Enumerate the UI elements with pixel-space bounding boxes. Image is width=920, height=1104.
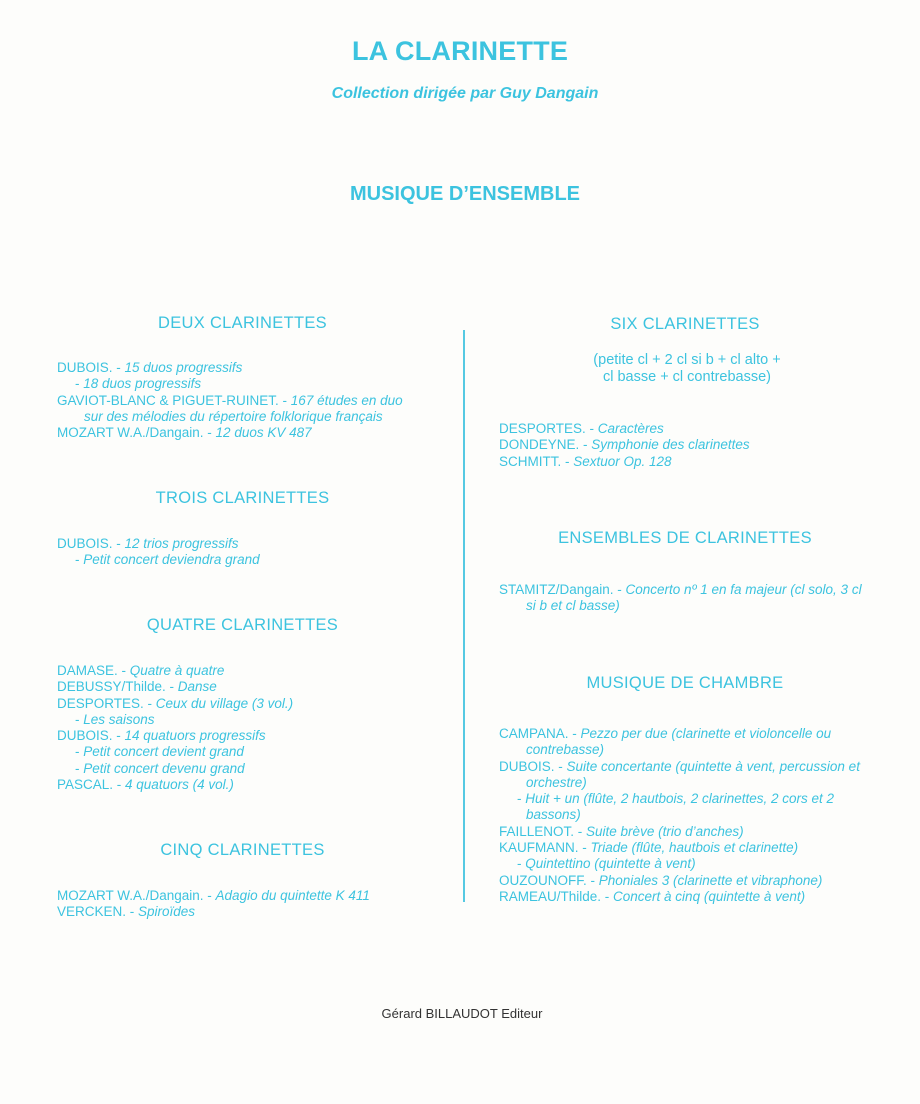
entry-work: 4 quatuors (4 vol.) xyxy=(125,777,234,793)
entry-author: KAUFMANN. - xyxy=(499,840,591,856)
list-item xyxy=(57,393,452,409)
list-item xyxy=(499,856,873,872)
entry-work: Symphonie des clarinettes xyxy=(591,437,750,453)
list-item xyxy=(57,744,452,760)
entry-author: - xyxy=(75,552,84,568)
entry-work: Quatre à quatre xyxy=(129,663,225,678)
entry-author: GAVIOT-BLANC & PIGUET-RUINET. - xyxy=(57,392,291,408)
list-item xyxy=(499,454,873,470)
entry-author: DUBOIS. - xyxy=(57,536,125,551)
list-item xyxy=(499,889,873,905)
entry-work: Phoniales 3 (clarinette et vibraphone) xyxy=(598,872,823,888)
entry-work: Sextuor Op. 128 xyxy=(573,453,672,469)
section-title-six-clarinettes: SIX CLARINETTES xyxy=(610,315,760,333)
section-title-deux-clarinettes: DEUX CLARINETTES xyxy=(158,314,327,332)
list-item xyxy=(499,421,873,437)
list-item xyxy=(57,425,452,441)
entry-work: 167 études en duo xyxy=(290,392,403,408)
entry-work: 12 trios progressifs xyxy=(124,536,239,551)
entry-author: DONDEYNE. - xyxy=(499,437,592,453)
entries-ensembles xyxy=(499,582,873,615)
entry-author: OUZOUNOFF. - xyxy=(499,872,599,888)
list-item xyxy=(57,777,452,793)
collection-subtitle: Collection dirigée par Guy Dangain xyxy=(331,85,599,102)
section-title-cinq-clarinettes: CINQ CLARINETTES xyxy=(160,841,325,859)
list-item xyxy=(57,888,452,904)
entry-work: 14 quatuors progressifs xyxy=(124,728,266,744)
entry-author: DAMASE. - xyxy=(57,663,130,678)
entry-work: sur des mélodies du répertoire folklorique français xyxy=(84,408,383,424)
entry-work: Concerto nº 1 en fa majeur (cl solo, 3 cl si b et cl basse) xyxy=(526,582,862,614)
entry-work: Caractères xyxy=(597,421,664,436)
list-item xyxy=(57,360,452,376)
entry-author: FAILLENOT. - xyxy=(499,823,587,839)
entry-author: DUBOIS. - xyxy=(499,758,567,774)
entry-author: - xyxy=(517,856,526,872)
entry-author: - xyxy=(75,376,84,392)
entry-author: MOZART W.A./Dangain. - xyxy=(57,888,216,903)
list-item xyxy=(499,791,873,824)
entry-work: Huit + un (flûte, 2 hautbois, 2 clarinettes, 2 cors et 2 bassons) xyxy=(525,791,835,823)
entry-work: 18 duos progressifs xyxy=(83,376,202,392)
page-title: LA CLARINETTE xyxy=(351,36,569,66)
list-item xyxy=(499,759,873,792)
list-item xyxy=(57,712,452,728)
section-title-trois-clarinettes: TROIS CLARINETTES xyxy=(155,489,330,507)
list-item xyxy=(499,840,873,856)
entry-author: DUBOIS. - xyxy=(57,728,125,744)
entry-author: - xyxy=(75,711,84,727)
entries-trois-clarinettes xyxy=(57,536,452,569)
entry-work: Petit concert devenu grand xyxy=(83,760,245,776)
list-item xyxy=(57,552,452,568)
entry-author: DEBUSSY/Thilde. - xyxy=(57,679,178,695)
entry-work: Spiroïdes xyxy=(138,904,196,920)
list-item xyxy=(499,582,873,615)
list-item xyxy=(57,409,452,425)
instrumentation-line: (petite cl + 2 cl si b + cl alto + xyxy=(593,352,781,368)
entry-work: Concert à cinq (quintette à vent) xyxy=(613,888,806,904)
list-item xyxy=(499,726,873,759)
instrumentation-line: cl basse + cl contrebasse) xyxy=(602,369,772,385)
section-title-musique-de-chambre: MUSIQUE DE CHAMBRE xyxy=(586,674,784,692)
entry-author: DUBOIS. - xyxy=(57,360,125,375)
list-item xyxy=(57,536,452,552)
entry-work: Petit concert devient grand xyxy=(83,744,244,760)
entry-author: MOZART W.A./Dangain. - xyxy=(57,425,216,441)
list-item xyxy=(57,696,452,712)
entry-author: STAMITZ/Dangain. - xyxy=(499,582,626,597)
entries-deux-clarinettes xyxy=(57,360,452,441)
entry-work: Suite brève (trio d’anches) xyxy=(586,823,744,839)
entry-author: PASCAL. - xyxy=(57,777,126,793)
column-divider xyxy=(463,330,465,902)
list-item xyxy=(57,904,452,920)
list-item xyxy=(499,437,873,453)
entry-author: - xyxy=(75,760,84,776)
entry-author: DESPORTES. - xyxy=(57,695,156,711)
entry-work: Adagio du quintette K 411 xyxy=(215,888,370,903)
entries-six-clarinettes xyxy=(499,421,873,470)
list-item xyxy=(57,663,452,679)
list-item xyxy=(57,761,452,777)
section-title-ensembles-de-clarinettes: ENSEMBLES DE CLARINETTES xyxy=(558,529,812,547)
entries-musique-de-chambre xyxy=(499,726,873,905)
entry-author: - xyxy=(517,791,526,807)
entries-cinq-clarinettes xyxy=(57,888,452,921)
entry-author: - xyxy=(75,744,84,760)
entry-work: 15 duos progressifs xyxy=(124,360,243,375)
entry-author: RAMEAU/Thilde. - xyxy=(499,888,614,904)
entry-author: DESPORTES. - xyxy=(499,421,598,436)
entry-author: CAMPANA. - xyxy=(499,726,581,741)
list-item xyxy=(499,824,873,840)
entry-work: Suite concertante (quintette à vent, percussion et orchestre) xyxy=(526,758,860,790)
entry-author: SCHMITT. - xyxy=(499,453,574,469)
publisher-footer: Gérard BILLAUDOT Editeur xyxy=(381,1006,543,1021)
entry-work: Ceux du village (3 vol.) xyxy=(155,695,294,711)
section-title-quatre-clarinettes: QUATRE CLARINETTES xyxy=(146,616,339,634)
entries-quatre-clarinettes xyxy=(57,663,452,793)
entry-work: Petit concert deviendra grand xyxy=(83,552,260,568)
entry-work: Pezzo per due (clarinette et violoncelle ou contrebasse) xyxy=(526,726,832,758)
list-item xyxy=(57,376,452,392)
entry-work: Quintettino (quintette à vent) xyxy=(525,856,696,872)
entry-work: Triade (flûte, hautbois et clarinette) xyxy=(590,840,799,856)
section-heading: MUSIQUE D’ENSEMBLE xyxy=(349,183,581,205)
instrumentation-note xyxy=(500,352,874,386)
entry-work: 12 duos KV 487 xyxy=(215,425,312,441)
entry-work: Les saisons xyxy=(83,711,155,727)
list-item xyxy=(57,679,452,695)
entry-work: Danse xyxy=(177,679,217,695)
list-item xyxy=(57,728,452,744)
entry-author: VERCKEN. - xyxy=(57,904,139,920)
list-item xyxy=(499,873,873,889)
